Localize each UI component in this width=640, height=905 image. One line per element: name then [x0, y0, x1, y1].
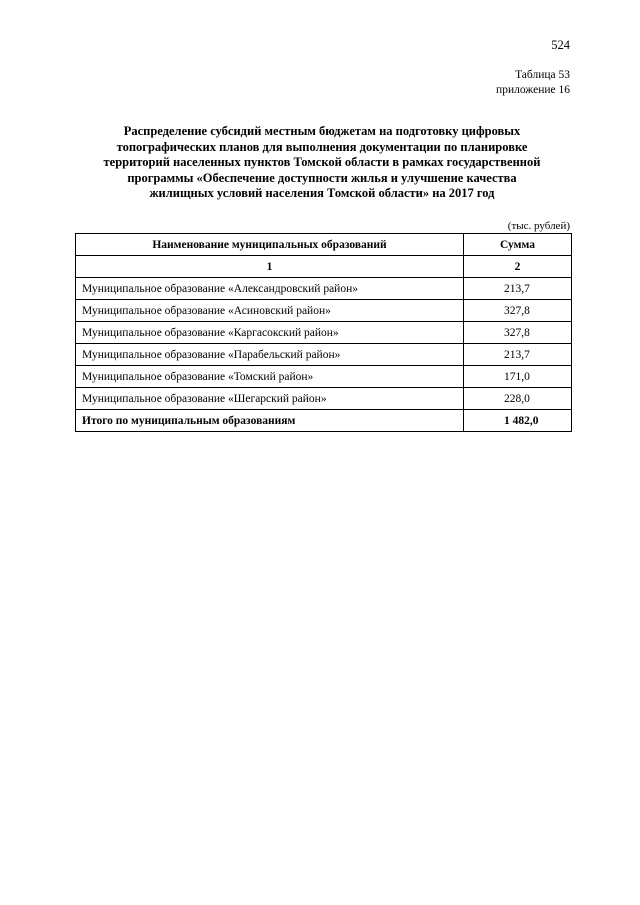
title-line: жилищных условий населения Томской области» на 2017 год — [149, 186, 495, 200]
total-label: Итого по муниципальным образованиям — [76, 410, 464, 432]
title-line: топографических планов для выполнения документации по планировке — [116, 139, 528, 154]
municipality-name: Муниципальное образование «Александровский район» — [76, 278, 464, 300]
total-amount: 1 482,0 — [464, 410, 572, 432]
title-line: программы «Обеспечение доступности жилья и улучшение качества — [127, 170, 517, 185]
header-amount: Сумма — [464, 234, 572, 256]
table-row — [76, 300, 572, 322]
municipality-name: Муниципальное образование «Асиновский район» — [76, 300, 464, 322]
appendix-label: приложение 16 — [496, 84, 570, 96]
table-row — [76, 388, 572, 410]
header-name: Наименование муниципальных образований — [76, 234, 464, 256]
amount-cell: 171,0 — [464, 366, 572, 388]
column-number: 2 — [464, 256, 572, 278]
table-row — [76, 322, 572, 344]
column-number: 1 — [76, 256, 464, 278]
title-line: Распределение субсидий местным бюджетам на подготовку цифровых — [123, 124, 521, 138]
total-row — [76, 410, 572, 432]
page-number: 524 — [551, 38, 570, 52]
table-row — [76, 278, 572, 300]
amount-cell: 327,8 — [464, 322, 572, 344]
municipality-name: Муниципальное образование «Томский район» — [76, 366, 464, 388]
table-label: Таблица 53 — [515, 69, 570, 81]
municipality-name: Муниципальное образование «Каргасокский район» — [76, 322, 464, 344]
amount-cell: 228,0 — [464, 388, 572, 410]
table-row — [76, 366, 572, 388]
document-title — [72, 124, 572, 202]
units-label: (тыс. рублей) — [507, 220, 570, 232]
column-number-row — [76, 256, 572, 278]
amount-cell: 327,8 — [464, 300, 572, 322]
table-reference — [496, 68, 570, 98]
amount-cell: 213,7 — [464, 278, 572, 300]
table-row — [76, 344, 572, 366]
amount-cell: 213,7 — [464, 344, 572, 366]
municipality-name: Муниципальное образование «Шегарский район» — [76, 388, 464, 410]
title-line: территорий населенных пунктов Томской области в рамках государственной — [103, 155, 541, 169]
municipality-name: Муниципальное образование «Парабельский район» — [76, 344, 464, 366]
table-header-row — [76, 234, 572, 256]
subsidy-table — [75, 233, 572, 432]
